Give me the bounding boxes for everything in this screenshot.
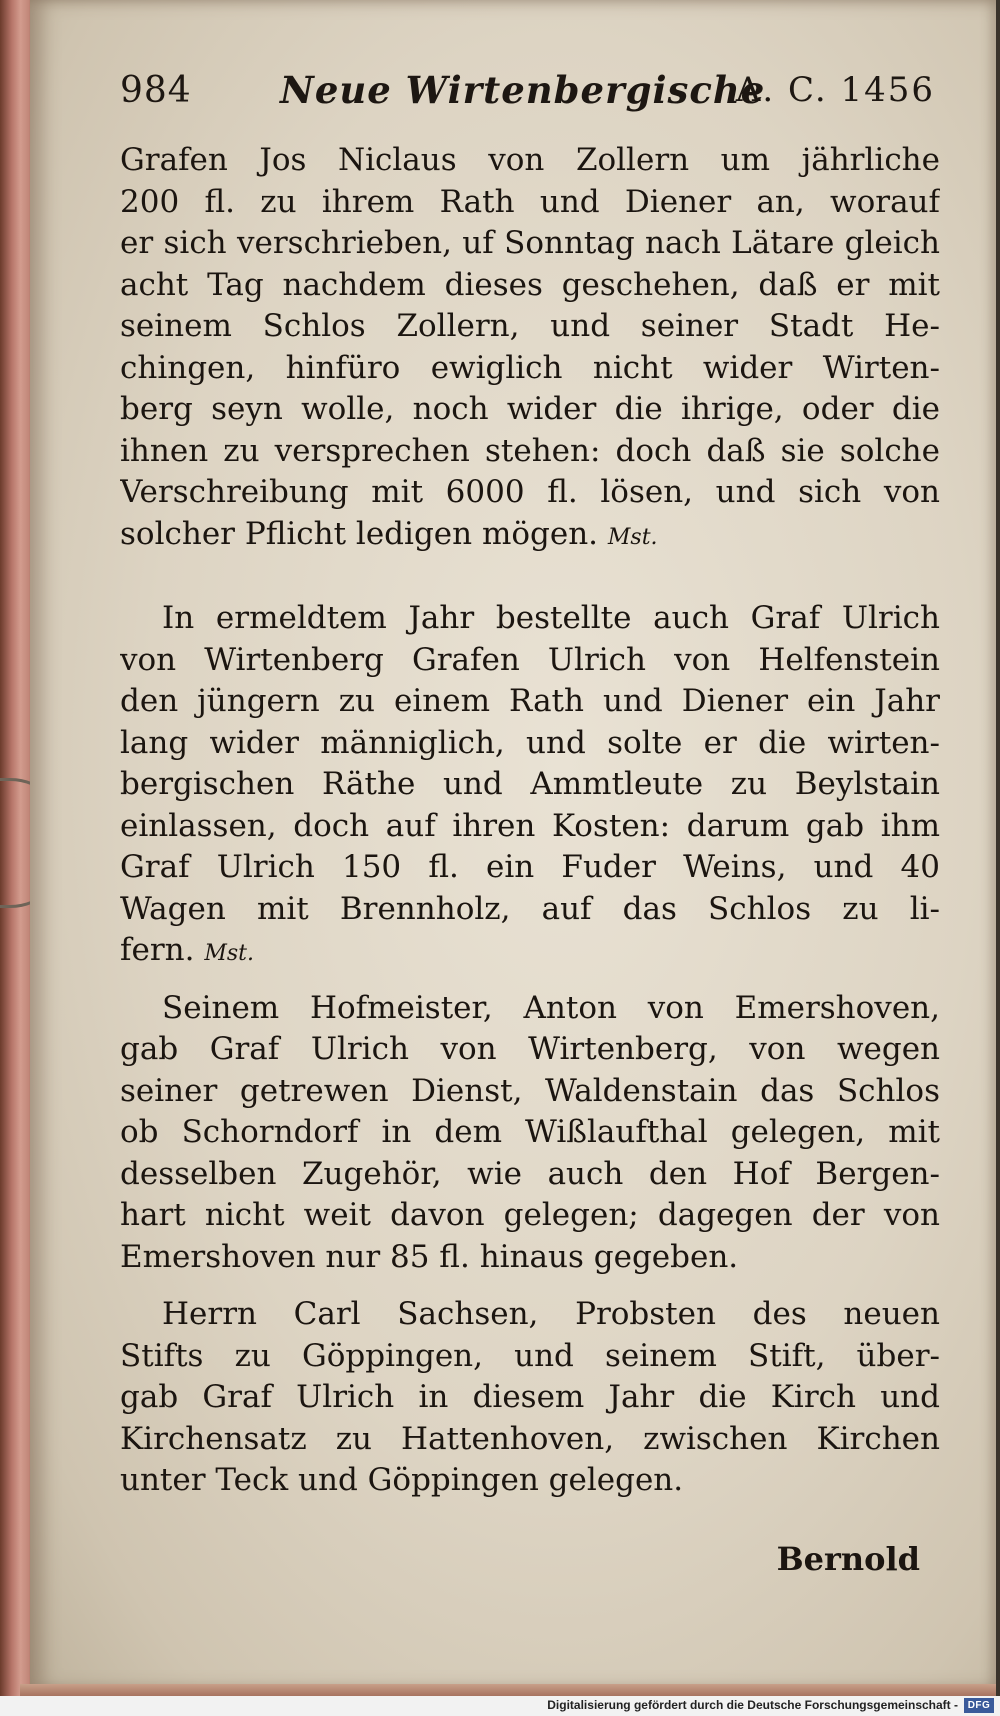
text-line: Kirchensatz zu Hattenhoven, zwischen Kirchen xyxy=(120,1420,940,1457)
paragraph-zollern xyxy=(120,140,940,555)
paragraph-gap xyxy=(120,972,940,988)
paragraph-helfenstein xyxy=(120,598,940,972)
paragraph-gap xyxy=(120,1278,940,1294)
text-line: Herrn Carl Sachsen, Probsten des neuen xyxy=(162,1296,940,1332)
text-line: ihnen zu versprechen stehen: doch daß sie solche xyxy=(120,432,940,469)
source-note: Mst. xyxy=(204,941,254,966)
text-line-last xyxy=(120,930,940,972)
text-line-last: unter Teck und Göppingen gelegen. xyxy=(120,1462,684,1498)
text-line: In ermeldtem Jahr bestellte auch Graf Ulrich xyxy=(162,600,940,636)
text-line: lang wider männiglich, und solte er die wirten- xyxy=(120,724,940,761)
text-line: gab Graf Ulrich in diesem Jahr die Kirch und xyxy=(120,1379,940,1415)
paragraph-emershoven xyxy=(120,988,940,1279)
text-line: Grafen Jos Niclaus von Zollern um jährliche xyxy=(120,142,940,178)
catchword: Bernold xyxy=(776,1540,920,1578)
year-mark: A. C. 1456 xyxy=(735,70,935,110)
running-title: Neue Wirtenbergische xyxy=(280,68,766,112)
text-line: von Wirtenberg Grafen Ulrich von Helfenstein xyxy=(120,641,940,678)
text-line-last: Emershoven nur 85 fl. hinaus gegeben. xyxy=(120,1238,739,1275)
body-text xyxy=(120,140,940,1502)
text-fragment: solcher Pflicht ledigen mögen. xyxy=(120,515,599,552)
funding-note: Digitalisierung gefördert durch die Deutsche Forschungsgemeinschaft - xyxy=(547,1698,958,1712)
text-line: 200 fl. zu ihrem Rath und Diener an, worauf xyxy=(120,183,940,220)
page-bottom-edge xyxy=(20,1684,996,1696)
text-line: Stifts zu Göppingen, und seinem Stift, über- xyxy=(120,1337,940,1374)
text-line: seiner getrewen Dienst, Waldenstain das Schlos xyxy=(120,1072,940,1109)
text-line: Wagen mit Brennholz, auf das Schlos zu li- xyxy=(120,890,940,927)
text-line: Seinem Hofmeister, Anton von Emershoven, xyxy=(162,989,940,1026)
text-fragment: fern. xyxy=(120,932,195,968)
paragraph-sachsen xyxy=(120,1294,940,1502)
text-line: er sich verschrieben, uf Sonntag nach Lätare gleich xyxy=(120,225,940,261)
text-line: berg seyn wolle, noch wider die ihrige, oder die xyxy=(120,391,940,427)
dfg-logo: DFG xyxy=(964,1698,994,1713)
text-line: bergischen Räthe und Ammtleute zu Beylstain xyxy=(120,766,940,802)
paragraph-gap xyxy=(120,555,940,598)
text-line: seinem Schlos Zollern, und seiner Stadt He- xyxy=(120,308,940,344)
text-line: Verschreibung mit 6000 fl. lösen, und sich von xyxy=(120,474,940,510)
text-line: acht Tag nachdem dieses geschehen, daß er mit xyxy=(120,266,940,303)
text-line: desselben Zugehör, wie auch den Hof Bergen- xyxy=(120,1155,940,1192)
source-note: Mst. xyxy=(607,524,658,550)
text-line: gab Graf Ulrich von Wirtenberg, von wegen xyxy=(120,1031,940,1067)
text-line-last xyxy=(120,514,940,556)
text-line: hart nicht weit davon gelegen; dagegen der von xyxy=(120,1197,940,1233)
text-line: einlassen, doch auf ihren Kosten: darum gab ihm xyxy=(120,807,940,844)
page-header xyxy=(120,62,935,122)
text-line: den jüngern zu einem Rath und Diener ein Jahr xyxy=(120,683,940,719)
page-number: 984 xyxy=(120,70,192,111)
text-line: Graf Ulrich 150 fl. ein Fuder Weins, und 40 xyxy=(120,849,940,885)
text-line: chingen, hinfüro ewiglich nicht wider Wirten- xyxy=(120,349,940,386)
text-line: ob Schorndorf in dem Wißlaufthal gelegen, mit xyxy=(120,1114,940,1150)
